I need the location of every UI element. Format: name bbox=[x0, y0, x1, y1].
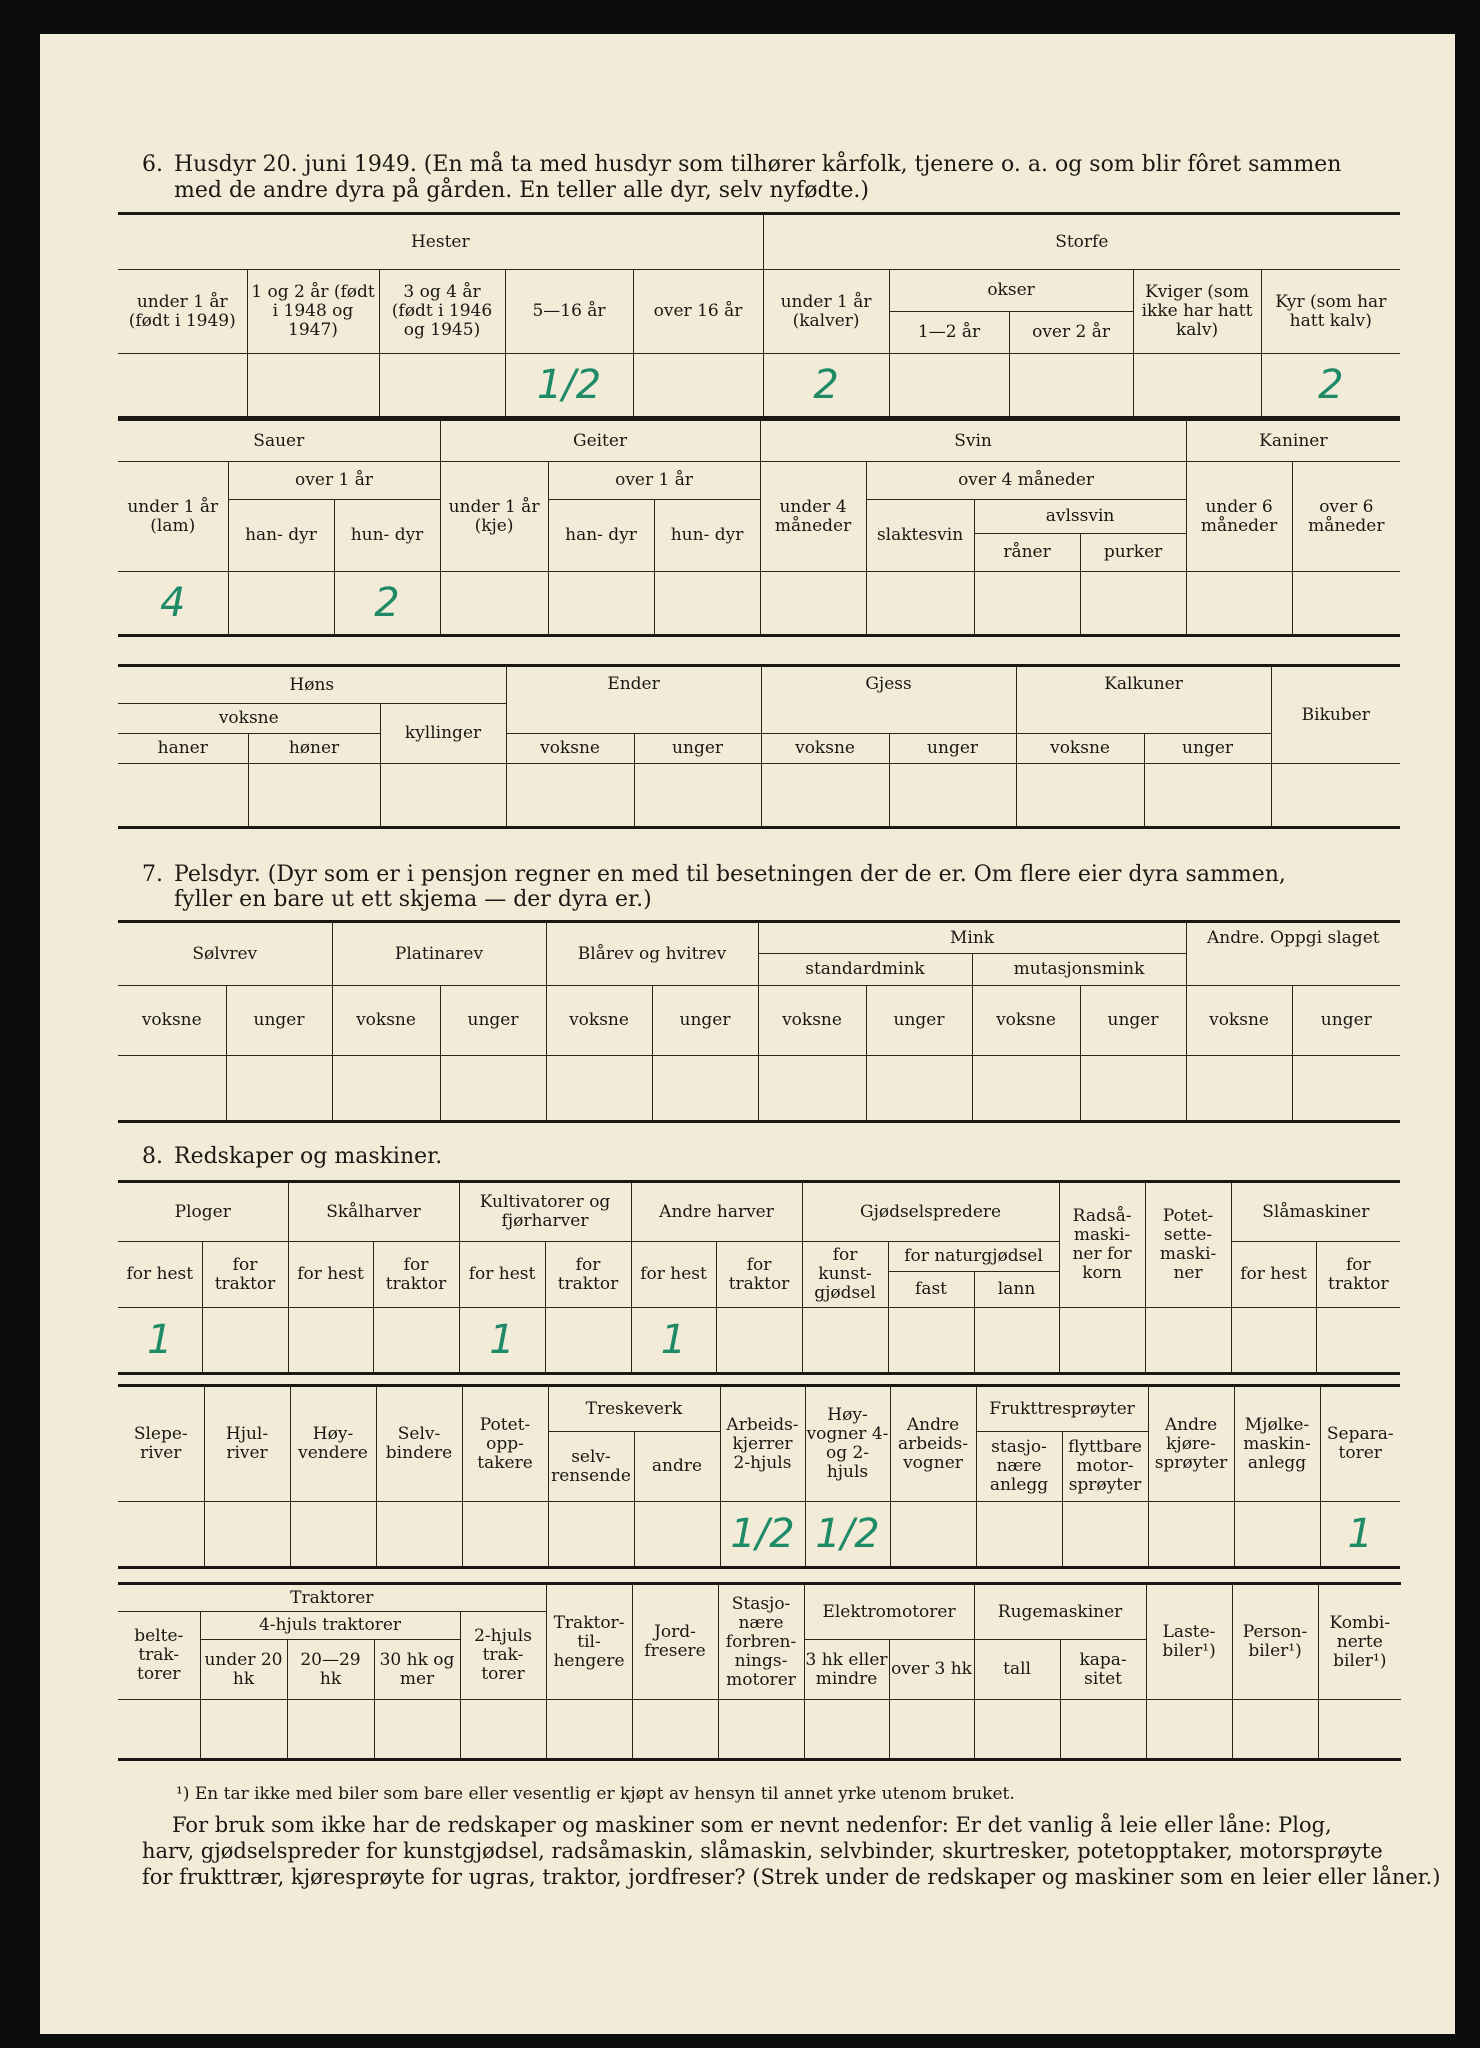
storfe-kviger: Kviger (som ikke har hatt kalv) bbox=[1133, 270, 1261, 354]
field-hoyvogner[interactable] bbox=[805, 1502, 890, 1568]
hons-voksne: voksne bbox=[118, 704, 380, 734]
avlssvin: avlssvin bbox=[974, 500, 1186, 534]
field-kje[interactable] bbox=[440, 572, 548, 636]
field-solvrev-voksne[interactable] bbox=[118, 1056, 226, 1122]
svin-over-4: over 4 måneder bbox=[866, 462, 1186, 500]
horses-cattle-table bbox=[118, 212, 1400, 419]
blarev-unger: unger bbox=[652, 986, 758, 1056]
field-tilhengere[interactable] bbox=[546, 1700, 632, 1760]
kalkuner-voksne: voksne bbox=[1016, 734, 1144, 764]
kjoresproyter: Andre kjøre- sprøyter bbox=[1148, 1386, 1234, 1502]
andre-voksne: voksne bbox=[1186, 986, 1292, 1056]
field-traktor-30-mer[interactable] bbox=[374, 1700, 460, 1760]
standardmink-unger: unger bbox=[866, 986, 972, 1056]
hester-1-2: 1 og 2 år (født i 1948 og 1947) bbox=[247, 270, 379, 354]
poultry-table bbox=[118, 664, 1400, 829]
tractors-table bbox=[118, 1582, 1401, 1761]
naturgjodsel-fast: fast bbox=[888, 1272, 974, 1308]
field-haner[interactable] bbox=[118, 764, 248, 828]
field-kalkuner-unger[interactable] bbox=[1144, 764, 1271, 828]
andre-harver-header: Andre harver bbox=[631, 1182, 802, 1242]
hoyvendere: Høy- vendere bbox=[290, 1386, 376, 1502]
field-hjulriver[interactable] bbox=[204, 1502, 290, 1568]
field-kultivatorer-traktor[interactable] bbox=[545, 1308, 631, 1374]
tools-table-1 bbox=[118, 1180, 1400, 1375]
traktor-30-mer: 30 hk og mer bbox=[374, 1640, 460, 1700]
gjess-header: Gjess bbox=[761, 666, 1016, 734]
mink-header: Mink bbox=[758, 922, 1186, 954]
sauer-over-1: over 1 år bbox=[228, 462, 440, 500]
treskeverk-selvrensende: selv- rensende bbox=[548, 1432, 634, 1502]
field-kultivatorer-hest[interactable] bbox=[459, 1308, 545, 1374]
field-elektro-3hk[interactable] bbox=[804, 1700, 889, 1760]
section-6-heading-cont: med de andre dyra på gården. En teller alle dyr, selv nyfødte.) bbox=[174, 178, 870, 203]
field-mutasjonsmink-unger[interactable] bbox=[1080, 1056, 1186, 1122]
field-sleperiver[interactable] bbox=[118, 1502, 204, 1568]
field-harver-traktor[interactable] bbox=[716, 1308, 802, 1374]
tohjuls-traktorer: 2-hjuls trak- torer bbox=[460, 1612, 546, 1700]
ploger-header: Ploger bbox=[118, 1182, 288, 1242]
field-hester-over-16[interactable] bbox=[633, 354, 763, 418]
slamaskiner-hest: for hest bbox=[1231, 1242, 1316, 1308]
field-potetopptakere[interactable] bbox=[462, 1502, 548, 1568]
geiter-handyr: han- dyr bbox=[548, 500, 654, 572]
paragraph-line-2: harv, gjødselspreder for kunstgjødsel, radsåmaskin, slåmaskin, selvbinder, skurtresker, potetopptaker, motorsprøyte bbox=[142, 1839, 1383, 1863]
arbeidsvogner: Andre arbeids- vogner bbox=[890, 1386, 976, 1502]
svin-under-4: under 4 måneder bbox=[760, 462, 866, 572]
handwritten-value: 2 bbox=[1318, 362, 1344, 408]
handwritten-value: 4 bbox=[160, 580, 186, 626]
standardmink-voksne: voksne bbox=[758, 986, 866, 1056]
field-kviger[interactable] bbox=[1133, 354, 1261, 418]
field-separatorer[interactable] bbox=[1320, 1502, 1400, 1568]
field-raner[interactable] bbox=[974, 572, 1080, 636]
field-naturgjodsel-fast[interactable] bbox=[888, 1308, 974, 1374]
field-traktor-under-20[interactable] bbox=[200, 1700, 287, 1760]
handwritten-value: 2 bbox=[374, 580, 400, 626]
sauer-header: Sauer bbox=[118, 420, 440, 462]
stasjonaere-anlegg: stasjo- nære anlegg bbox=[976, 1432, 1062, 1502]
field-okser-over-2[interactable] bbox=[1009, 354, 1133, 418]
field-stasjonaere[interactable] bbox=[976, 1502, 1062, 1568]
hester-over-16: over 16 år bbox=[633, 270, 763, 354]
field-hester-3-4[interactable] bbox=[379, 354, 505, 418]
mjolkemaskin: Mjølke- maskin- anlegg bbox=[1234, 1386, 1320, 1502]
handwritten-value: 1 bbox=[1347, 1511, 1373, 1557]
kalkuner-unger: unger bbox=[1144, 734, 1271, 764]
arbeidskjerrer: Arbeids- kjerrer 2-hjuls bbox=[720, 1386, 805, 1502]
purker: purker bbox=[1080, 534, 1186, 572]
field-geit-handyr[interactable] bbox=[548, 572, 654, 636]
handwritten-value: 1/2 bbox=[536, 362, 602, 408]
field-andre-voksne[interactable] bbox=[1186, 1056, 1292, 1122]
field-svin-under-4[interactable] bbox=[760, 572, 866, 636]
field-personbiler[interactable] bbox=[1232, 1700, 1318, 1760]
field-lam[interactable] bbox=[118, 572, 228, 636]
field-purker[interactable] bbox=[1080, 572, 1186, 636]
handwritten-value: 1 bbox=[660, 1317, 687, 1363]
field-hester-under-1[interactable] bbox=[118, 354, 247, 418]
field-mjolkemaskin[interactable] bbox=[1234, 1502, 1320, 1568]
field-ender-voksne[interactable] bbox=[506, 764, 634, 828]
okser-over-2: over 2 år bbox=[1009, 312, 1133, 354]
potetsettemaskiner: Potet- sette- maski- ner bbox=[1145, 1182, 1231, 1308]
field-selvrensende[interactable] bbox=[548, 1502, 634, 1568]
lastebiler: Laste- biler¹) bbox=[1146, 1584, 1232, 1700]
field-selvbindere[interactable] bbox=[376, 1502, 462, 1568]
blarev-header: Blårev og hvitrev bbox=[546, 922, 758, 986]
field-elektro-over-3hk[interactable] bbox=[889, 1700, 974, 1760]
harver-traktor: for traktor bbox=[716, 1242, 802, 1308]
section-7-heading-cont: fyller en bare ut ett skjema — der dyra er.) bbox=[174, 887, 652, 912]
solvrev-voksne: voksne bbox=[118, 986, 226, 1056]
standardmink: standardmink bbox=[758, 954, 972, 986]
okser-header: okser bbox=[889, 270, 1133, 312]
elektro-over-3hk: over 3 hk bbox=[889, 1640, 974, 1700]
footnote: ¹) En tar ikke med biler som bare eller vesentlig er kjøpt av hensyn til annet yrke utenom bruket. bbox=[176, 1784, 1015, 1804]
bikuber-header: Bikuber bbox=[1271, 666, 1400, 764]
field-platinarev-unger[interactable] bbox=[440, 1056, 546, 1122]
section-7-heading: 7. Pelsdyr. (Dyr som er i pensjon regner en med til besetningen der de er. Om flere eier dyra sammen, bbox=[142, 862, 1286, 887]
naturgjodsel: for naturgjødsel bbox=[888, 1242, 1059, 1272]
field-sau-hundyr[interactable] bbox=[334, 572, 440, 636]
field-tohjuls[interactable] bbox=[460, 1700, 546, 1760]
field-kaniner-under-6[interactable] bbox=[1186, 572, 1292, 636]
handwritten-value: 1 bbox=[147, 1317, 173, 1363]
field-arbeidskjerrer[interactable] bbox=[720, 1502, 805, 1568]
ender-unger: unger bbox=[634, 734, 761, 764]
field-naturgjodsel-lann[interactable] bbox=[974, 1308, 1059, 1374]
field-slamaskiner-hest[interactable] bbox=[1231, 1308, 1316, 1374]
gjess-unger: unger bbox=[889, 734, 1016, 764]
solvrev-unger: unger bbox=[226, 986, 332, 1056]
field-beltetraktorer[interactable] bbox=[118, 1700, 200, 1760]
gjess-voksne: voksne bbox=[761, 734, 889, 764]
handwritten-value: 2 bbox=[813, 362, 839, 408]
field-okser-1-2[interactable] bbox=[889, 354, 1009, 418]
handwritten-value: 1/2 bbox=[815, 1511, 880, 1557]
beltetraktorer: belte- trak- torer bbox=[118, 1612, 200, 1700]
field-standardmink-unger[interactable] bbox=[866, 1056, 972, 1122]
haner: haner bbox=[118, 734, 248, 764]
geiter-kje: under 1 år (kje) bbox=[440, 462, 548, 572]
skalharver-traktor: for traktor bbox=[373, 1242, 459, 1308]
hjulriver: Hjul- river bbox=[204, 1386, 290, 1502]
field-kyllinger[interactable] bbox=[380, 764, 506, 828]
field-ploger-hest[interactable] bbox=[118, 1308, 202, 1374]
jordfresere: Jord- fresere bbox=[632, 1584, 718, 1700]
okser-1-2: 1—2 år bbox=[889, 312, 1009, 354]
traktor-under-20: under 20 hk bbox=[200, 1640, 287, 1700]
kunstgjodsel: for kunst- gjødsel bbox=[802, 1242, 888, 1308]
hester-5-16: 5—16 år bbox=[505, 270, 633, 354]
tools-table-2 bbox=[118, 1384, 1400, 1569]
field-blarev-voksne[interactable] bbox=[546, 1056, 652, 1122]
slamaskiner-header: Slåmaskiner bbox=[1231, 1182, 1400, 1242]
field-kyr[interactable] bbox=[1261, 354, 1400, 418]
field-mutasjonsmink-voksne[interactable] bbox=[972, 1056, 1080, 1122]
field-kombinerte[interactable] bbox=[1318, 1700, 1401, 1760]
paragraph-line-3: for frukttrær, kjøresprøyte for ugras, traktor, jordfreser? (Strek under de redskaper og maskiner som en leier eller låner.) bbox=[142, 1865, 1441, 1889]
handwritten-value: 1/2 bbox=[730, 1511, 795, 1557]
mutasjonsmink-voksne: voksne bbox=[972, 986, 1080, 1056]
field-skalharver-hest[interactable] bbox=[288, 1308, 373, 1374]
field-kalver[interactable] bbox=[763, 354, 889, 418]
sauer-hundyr: hun- dyr bbox=[334, 500, 440, 572]
svin-header: Svin bbox=[760, 420, 1186, 462]
radsamaskiner: Radså- maski- ner for korn bbox=[1059, 1182, 1145, 1308]
ploger-hest: for hest bbox=[118, 1242, 202, 1308]
separatorer: Separa- torer bbox=[1320, 1386, 1400, 1502]
andre-pelsdyr-header: Andre. Oppgi slaget bbox=[1186, 922, 1400, 986]
platinarev-header: Platinarev bbox=[332, 922, 546, 986]
skalharver-hest: for hest bbox=[288, 1242, 373, 1308]
ruge-kapasitet: kapa- sitet bbox=[1060, 1640, 1146, 1700]
kaniner-header: Kaniner bbox=[1186, 420, 1400, 462]
field-potetsettemaskiner[interactable] bbox=[1145, 1308, 1231, 1374]
field-blarev-unger[interactable] bbox=[652, 1056, 758, 1122]
paragraph-line-1: For bruk som ikke har de redskaper og maskiner som er nevnt nedenfor: Er det vanlig å leie eller låne: Plog, bbox=[172, 1813, 1332, 1837]
hons-header: Høns bbox=[118, 666, 506, 704]
traktorer-header: Traktorer bbox=[118, 1584, 546, 1612]
kultivatorer-hest: for hest bbox=[459, 1242, 545, 1308]
field-flyttbare[interactable] bbox=[1062, 1502, 1148, 1568]
kalkuner-header: Kalkuner bbox=[1016, 666, 1271, 734]
field-skalharver-traktor[interactable] bbox=[373, 1308, 459, 1374]
mutasjonsmink-unger: unger bbox=[1080, 986, 1186, 1056]
ender-voksne: voksne bbox=[506, 734, 634, 764]
harver-hest: for hest bbox=[631, 1242, 716, 1308]
raner: råner bbox=[974, 534, 1080, 572]
field-kalkuner-voksne[interactable] bbox=[1016, 764, 1144, 828]
field-gjess-voksne[interactable] bbox=[761, 764, 889, 828]
blarev-voksne: voksne bbox=[546, 986, 652, 1056]
platinarev-voksne: voksne bbox=[332, 986, 440, 1056]
section-6-heading: 6. Husdyr 20. juni 1949. (En må ta med husdyr som tilhører kårfolk, tjenere o. a. og som blir fôret sammen bbox=[142, 152, 1342, 177]
hester-3-4: 3 og 4 år (født i 1946 og 1945) bbox=[379, 270, 505, 354]
flyttbare-motorsproyter: flyttbare motor- sprøyter bbox=[1062, 1432, 1148, 1502]
geiter-hundyr: hun- dyr bbox=[654, 500, 760, 572]
hester-header: Hester bbox=[118, 214, 763, 270]
hoyvogner: Høy- vogner 4- og 2- hjuls bbox=[805, 1386, 890, 1502]
field-treskeverk-andre[interactable] bbox=[634, 1502, 720, 1568]
field-kjoresproyter[interactable] bbox=[1148, 1502, 1234, 1568]
kombinerte-biler: Kombi- nerte biler¹) bbox=[1318, 1584, 1401, 1700]
field-kaniner-over-6[interactable] bbox=[1292, 572, 1400, 636]
field-kunstgjodsel[interactable] bbox=[802, 1308, 888, 1374]
field-andre-unger[interactable] bbox=[1292, 1056, 1400, 1122]
kultivatorer-traktor: for traktor bbox=[545, 1242, 631, 1308]
forbrenningsmotorer: Stasjo- nære forbren- nings- motorer bbox=[718, 1584, 804, 1700]
field-jordfresere[interactable] bbox=[632, 1700, 718, 1760]
elektromotorer-header: Elektromotorer bbox=[804, 1584, 974, 1640]
kyllinger: kyllinger bbox=[380, 704, 506, 764]
field-ploger-traktor[interactable] bbox=[202, 1308, 288, 1374]
slaktesvin: slaktesvin bbox=[866, 500, 974, 572]
traktor-20-29: 20—29 hk bbox=[287, 1640, 374, 1700]
storfe-kalver: under 1 år (kalver) bbox=[763, 270, 889, 354]
field-bikuber[interactable] bbox=[1271, 764, 1400, 828]
kultivatorer-header: Kultivatorer og fjørharver bbox=[459, 1182, 631, 1242]
field-sau-handyr[interactable] bbox=[228, 572, 334, 636]
field-lastebiler[interactable] bbox=[1146, 1700, 1232, 1760]
slamaskiner-traktor: for traktor bbox=[1316, 1242, 1400, 1308]
skalharver-header: Skålharver bbox=[288, 1182, 459, 1242]
elektro-3hk: 3 hk eller mindre bbox=[804, 1640, 889, 1700]
selvbindere: Selv- bindere bbox=[376, 1386, 462, 1502]
field-platinarev-voksne[interactable] bbox=[332, 1056, 440, 1122]
sauer-lam: under 1 år (lam) bbox=[118, 462, 228, 572]
field-forbrenningsmotorer[interactable] bbox=[718, 1700, 804, 1760]
field-hoyvendere[interactable] bbox=[290, 1502, 376, 1568]
section-8-heading: 8. Redskaper og maskiner. bbox=[142, 1144, 443, 1169]
sleperiver: Slepe- river bbox=[118, 1386, 204, 1502]
field-ender-unger[interactable] bbox=[634, 764, 761, 828]
treskeverk-header: Treskeverk bbox=[548, 1386, 720, 1432]
geiter-header: Geiter bbox=[440, 420, 760, 462]
platinarev-unger: unger bbox=[440, 986, 546, 1056]
field-slamaskiner-traktor[interactable] bbox=[1316, 1308, 1400, 1374]
field-ruge-kapasitet[interactable] bbox=[1060, 1700, 1146, 1760]
field-gjess-unger[interactable] bbox=[889, 764, 1016, 828]
ploger-traktor: for traktor bbox=[202, 1242, 288, 1308]
potetopptakere: Potet- opp- takere bbox=[462, 1386, 548, 1502]
naturgjodsel-lann: lann bbox=[974, 1272, 1059, 1308]
gjodsel-header: Gjødselspredere bbox=[802, 1182, 1059, 1242]
kaniner-over-6: over 6 måneder bbox=[1292, 462, 1400, 572]
firehjuls-traktorer: 4-hjuls traktorer bbox=[200, 1612, 460, 1640]
treskeverk-andre: andre bbox=[634, 1432, 720, 1502]
field-hester-1-2[interactable] bbox=[247, 354, 379, 418]
geiter-over-1: over 1 år bbox=[548, 462, 760, 500]
mutasjonsmink: mutasjonsmink bbox=[972, 954, 1186, 986]
field-arbeidsvogner[interactable] bbox=[890, 1502, 976, 1568]
traktortilhengere: Traktor- til- hengere bbox=[546, 1584, 632, 1700]
fruktsproyter-header: Frukttresprøyter bbox=[976, 1386, 1148, 1432]
field-slaktesvin[interactable] bbox=[866, 572, 974, 636]
fur-animals-table bbox=[118, 920, 1400, 1123]
handwritten-value: 1 bbox=[489, 1317, 515, 1363]
field-hester-5-16[interactable] bbox=[505, 354, 633, 418]
ruge-tall: tall bbox=[974, 1640, 1060, 1700]
field-geit-hundyr[interactable] bbox=[654, 572, 760, 636]
ender-header: Ender bbox=[506, 666, 761, 734]
field-ruge-tall[interactable] bbox=[974, 1700, 1060, 1760]
kaniner-under-6: under 6 måneder bbox=[1186, 462, 1292, 572]
storfe-kyr: Kyr (som har hatt kalv) bbox=[1261, 270, 1400, 354]
field-standardmink-voksne[interactable] bbox=[758, 1056, 866, 1122]
hester-under-1: under 1 år (født i 1949) bbox=[118, 270, 247, 354]
field-honer[interactable] bbox=[248, 764, 380, 828]
rugemaskiner-header: Rugemaskiner bbox=[974, 1584, 1146, 1640]
sauer-handyr: han- dyr bbox=[228, 500, 334, 572]
andre-unger: unger bbox=[1292, 986, 1400, 1056]
storfe-header: Storfe bbox=[763, 214, 1400, 270]
solvrev-header: Sølvrev bbox=[118, 922, 332, 986]
field-harver-hest[interactable] bbox=[631, 1308, 716, 1374]
sheep-goats-pigs-table bbox=[118, 418, 1400, 637]
honer: høner bbox=[248, 734, 380, 764]
personbiler: Person- biler¹) bbox=[1232, 1584, 1318, 1700]
field-radsamaskiner[interactable] bbox=[1059, 1308, 1145, 1374]
field-traktor-20-29[interactable] bbox=[287, 1700, 374, 1760]
field-solvrev-unger[interactable] bbox=[226, 1056, 332, 1122]
